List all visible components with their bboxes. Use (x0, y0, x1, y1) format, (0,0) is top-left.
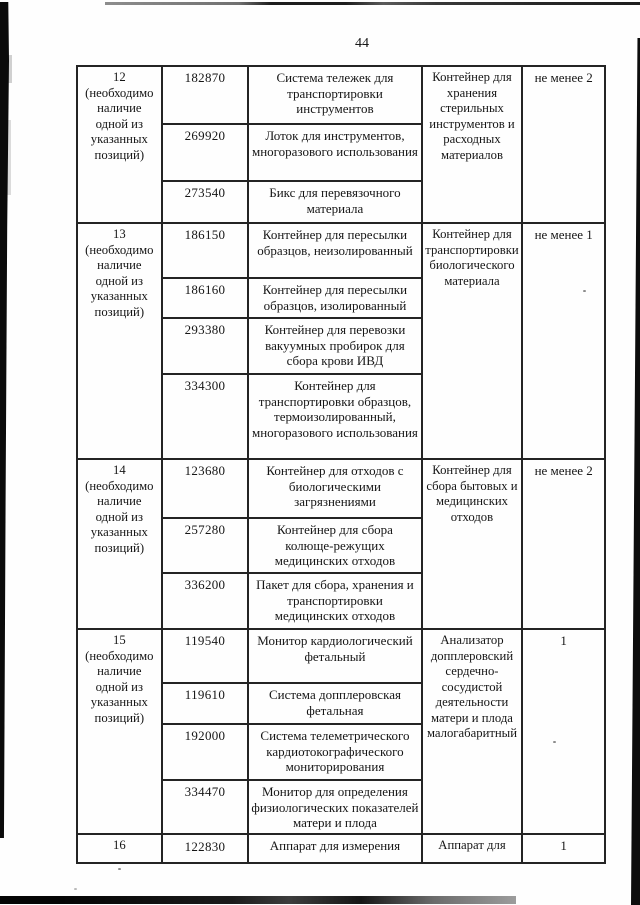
position-note: (необходимо наличие одной из указанных позиций) (85, 478, 154, 555)
scan-speck (74, 888, 77, 890)
device-name-cell: Контейнер для пересылки образцов, изолированный (248, 278, 421, 318)
table-row (77, 459, 605, 518)
position-number: 15 (112, 633, 126, 647)
scan-artifact-bottom-edge (0, 896, 516, 904)
device-name-cell: Контейнер для сбора колюще-режущих медицинских отходов (248, 518, 421, 573)
generic-name-cell: Контейнер для транспортировки биологического материала (422, 223, 523, 459)
position-cell (77, 629, 162, 834)
device-name-cell: Система допплеровская фетальная (248, 683, 421, 724)
position-cell (77, 223, 162, 459)
code-cell: 334470 (162, 780, 249, 834)
code-cell: 257280 (162, 518, 249, 573)
position-cell (77, 66, 162, 223)
code-cell: 192000 (162, 724, 249, 780)
code-cell: 273540 (162, 181, 249, 223)
quantity-cell: не менее 1 (522, 223, 605, 459)
position-note: (необходимо наличие одной из указанных позиций) (85, 242, 154, 319)
device-name-cell: Контейнер для транспортировки образцов, термоизолированный, многоразового использования (248, 374, 421, 459)
code-cell: 269920 (162, 124, 249, 181)
device-name-cell: Контейнер для отходов с биологическими загрязнениями (248, 459, 421, 518)
code-cell: 123680 (162, 459, 249, 518)
position-cell: 16 (77, 834, 162, 863)
code-cell: 293380 (162, 318, 249, 374)
generic-name-cell: Контейнер для хранения стерильных инструментов и расходных материалов (422, 66, 523, 223)
scan-speck (118, 868, 121, 870)
equipment-requirements-table (76, 65, 606, 864)
generic-name-cell: Контейнер для сбора бытовых и медицинских отходов (422, 459, 523, 629)
table-row (77, 223, 605, 278)
device-name-cell: Лоток для инструментов, многоразового использования (248, 124, 421, 181)
generic-name-cell: Анализатор допплеровский сердечно-сосудистой деятельности матери и плода малогабаритный (422, 629, 523, 834)
device-name-cell: Аппарат для измерения (248, 834, 421, 863)
scan-artifact-right-edge (631, 38, 640, 905)
table-row (77, 834, 605, 863)
position-note: (необходимо наличие одной из указанных позиций) (85, 648, 154, 725)
device-name-cell: Монитор для определения физиологических показателей матери и плода (248, 780, 421, 834)
code-cell: 119610 (162, 683, 249, 724)
page-number: 44 (355, 36, 369, 51)
device-name-cell: Пакет для сбора, хранения и транспортировки медицинских отходов (248, 573, 421, 629)
table-row (77, 66, 605, 124)
generic-name-cell: Аппарат для (422, 834, 523, 863)
device-name-cell: Монитор кардиологический фетальный (248, 629, 421, 683)
code-cell: 122830 (162, 834, 249, 863)
position-number: 14 (112, 463, 126, 477)
device-name-cell: Система тележек для транспортировки инструментов (248, 66, 421, 124)
device-name-cell: Система телеметрического кардиотокографического мониторирования (248, 724, 421, 780)
table-row (77, 629, 605, 683)
code-cell: 186150 (162, 223, 249, 278)
device-name-cell: Бикс для перевязочного материала (248, 181, 421, 223)
scan-artifact-top-edge (105, 2, 640, 5)
quantity-cell: не менее 2 (522, 459, 605, 629)
position-cell (77, 459, 162, 629)
code-cell: 119540 (162, 629, 249, 683)
device-name-cell: Контейнер для перевозки вакуумных пробирок для сбора крови ИВД (248, 318, 421, 374)
code-cell: 336200 (162, 573, 249, 629)
quantity-cell: 1 (522, 834, 605, 863)
device-name-cell: Контейнер для пересылки образцов, неизолированный (248, 223, 421, 278)
scan-artifact-left-edge (0, 2, 9, 838)
position-number: 12 (112, 70, 126, 84)
code-cell: 182870 (162, 66, 249, 124)
position-number: 13 (112, 227, 126, 241)
quantity-cell: 1 (522, 629, 605, 834)
code-cell: 334300 (162, 374, 249, 459)
position-note: (необходимо наличие одной из указанных позиций) (85, 85, 154, 162)
quantity-cell: не менее 2 (522, 66, 605, 223)
code-cell: 186160 (162, 278, 249, 318)
